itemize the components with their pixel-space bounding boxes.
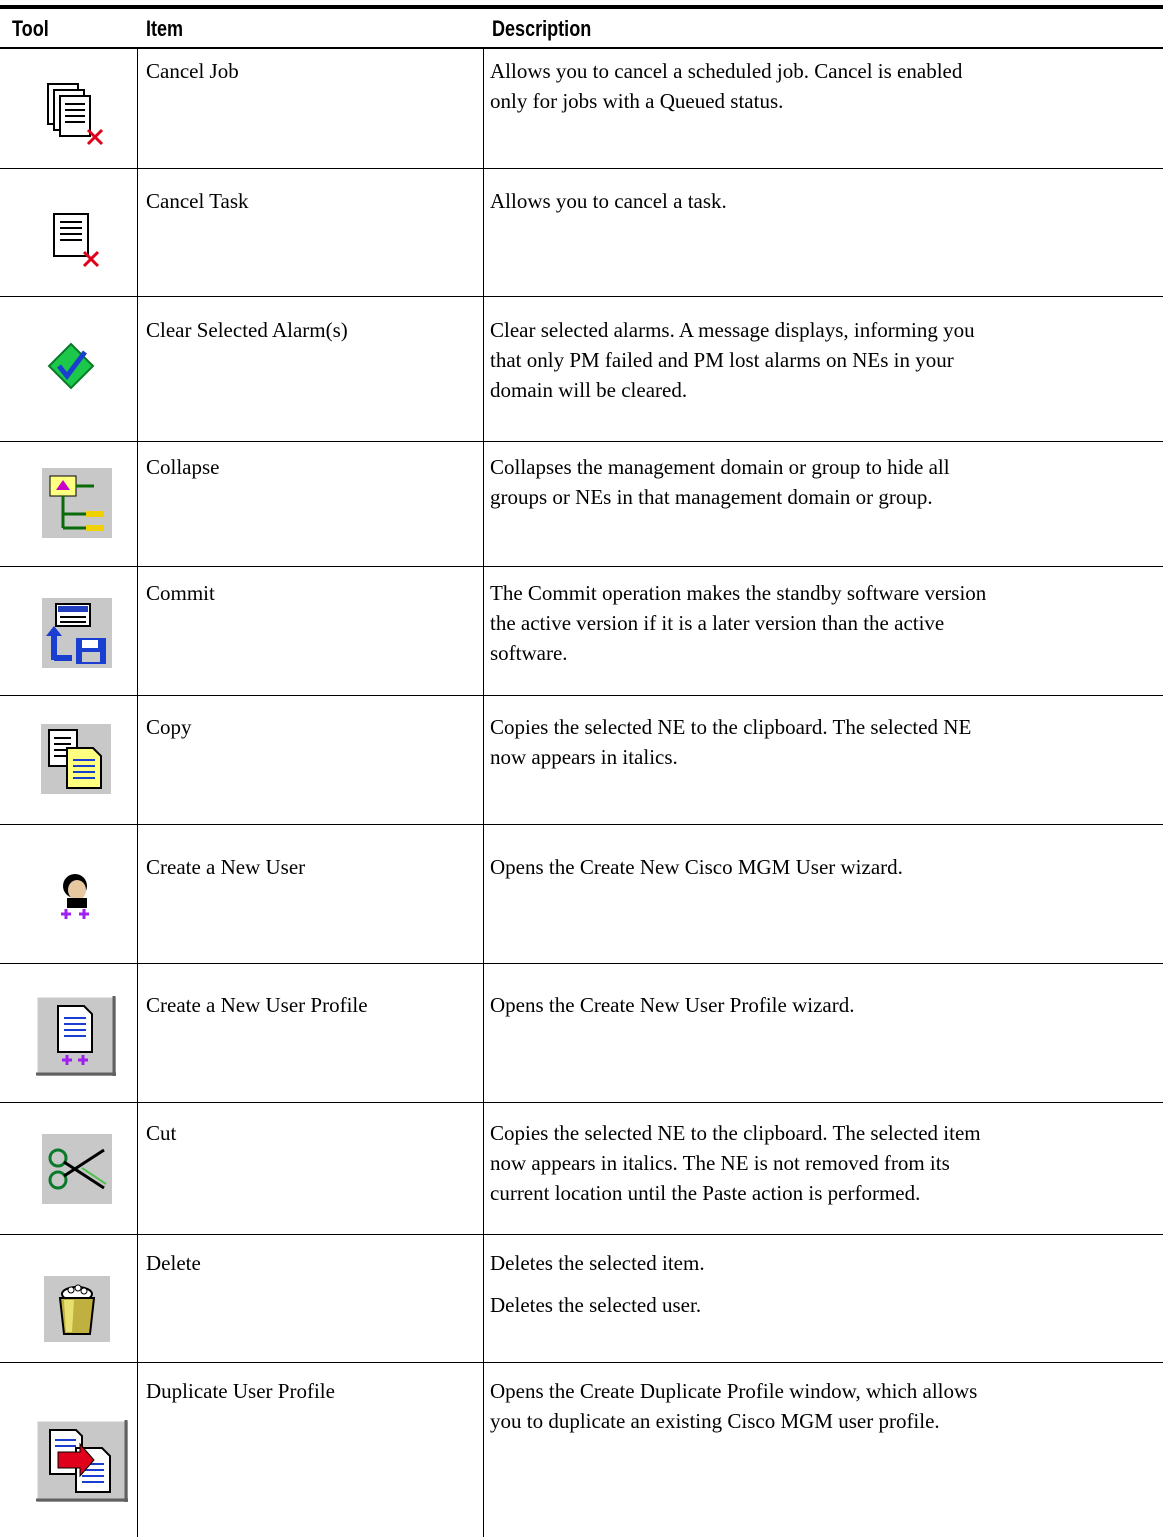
item-cell: Delete (146, 1251, 201, 1275)
row-divider (0, 168, 1163, 169)
item-cell: Collapse (146, 455, 220, 479)
item-cell: Copy (146, 715, 192, 739)
row-divider (0, 824, 1163, 825)
new-user-profile-icon (36, 996, 116, 1081)
scissors-icon (42, 1134, 112, 1209)
description-cell: Allows you to cancel a scheduled job. Cancel is enabled only for jobs with a Queued status. (490, 59, 963, 113)
column-header-tool: Tool (12, 16, 49, 41)
row-divider (0, 963, 1163, 964)
document-x-icon (50, 210, 110, 275)
row-divider (0, 1234, 1163, 1235)
column-header-item: Item (146, 16, 184, 41)
description-cell: The Commit operation makes the standby software version the active version if it is a later version than the active software. (490, 581, 987, 665)
description-cell: Clear selected alarms. A message displays, informing you that only PM failed and PM lost alarms on NEs in your domain will be cleared. (490, 318, 975, 402)
description-cell: Copies the selected NE to the clipboard. The selected NE now appears in italics. (490, 715, 972, 769)
description-cell: Deletes the selected item. Deletes the selected user. (490, 1251, 705, 1317)
item-cell: Commit (146, 581, 215, 605)
item-cell: Cancel Task (146, 189, 249, 213)
row-divider (0, 1102, 1163, 1103)
green-checkmark-icon (45, 340, 97, 397)
header-bottom-rule (0, 47, 1163, 49)
column-header-description: Description (492, 16, 592, 41)
new-user-icon (55, 870, 99, 927)
row-divider (0, 296, 1163, 297)
description-cell: Opens the Create New User Profile wizard. (490, 993, 855, 1017)
description-cell: Collapses the management domain or group to hide all groups or NEs in that management domain or group. (490, 455, 950, 509)
column-divider (483, 49, 484, 1537)
row-divider (0, 566, 1163, 567)
header-top-rule (0, 5, 1163, 9)
copy-documents-icon (41, 724, 111, 799)
item-cell: Clear Selected Alarm(s) (146, 318, 348, 342)
description-cell: Opens the Create Duplicate Profile window, which allows you to duplicate an existing Cisco MGM user profile. (490, 1379, 978, 1433)
trash-bin-icon (44, 1276, 110, 1347)
duplicate-profile-icon (36, 1420, 128, 1507)
collapse-tree-icon (42, 468, 112, 543)
description-cell: Opens the Create New Cisco MGM User wizard. (490, 855, 903, 879)
column-divider (137, 49, 138, 1537)
row-divider (0, 441, 1163, 442)
row-divider (0, 1362, 1163, 1363)
description-cell: Copies the selected NE to the clipboard. The selected item now appears in italics. The NE is not removed from its current location until the Paste action is performed. (490, 1121, 981, 1205)
item-cell: Duplicate User Profile (146, 1379, 335, 1403)
row-divider (0, 695, 1163, 696)
description-cell: Allows you to cancel a task. (490, 189, 727, 213)
stacked-documents-x-icon (42, 78, 114, 155)
commit-software-icon (42, 598, 112, 673)
item-cell: Create a New User Profile (146, 993, 368, 1017)
item-cell: Cancel Job (146, 59, 239, 83)
item-cell: Create a New User (146, 855, 306, 879)
item-cell: Cut (146, 1121, 177, 1145)
